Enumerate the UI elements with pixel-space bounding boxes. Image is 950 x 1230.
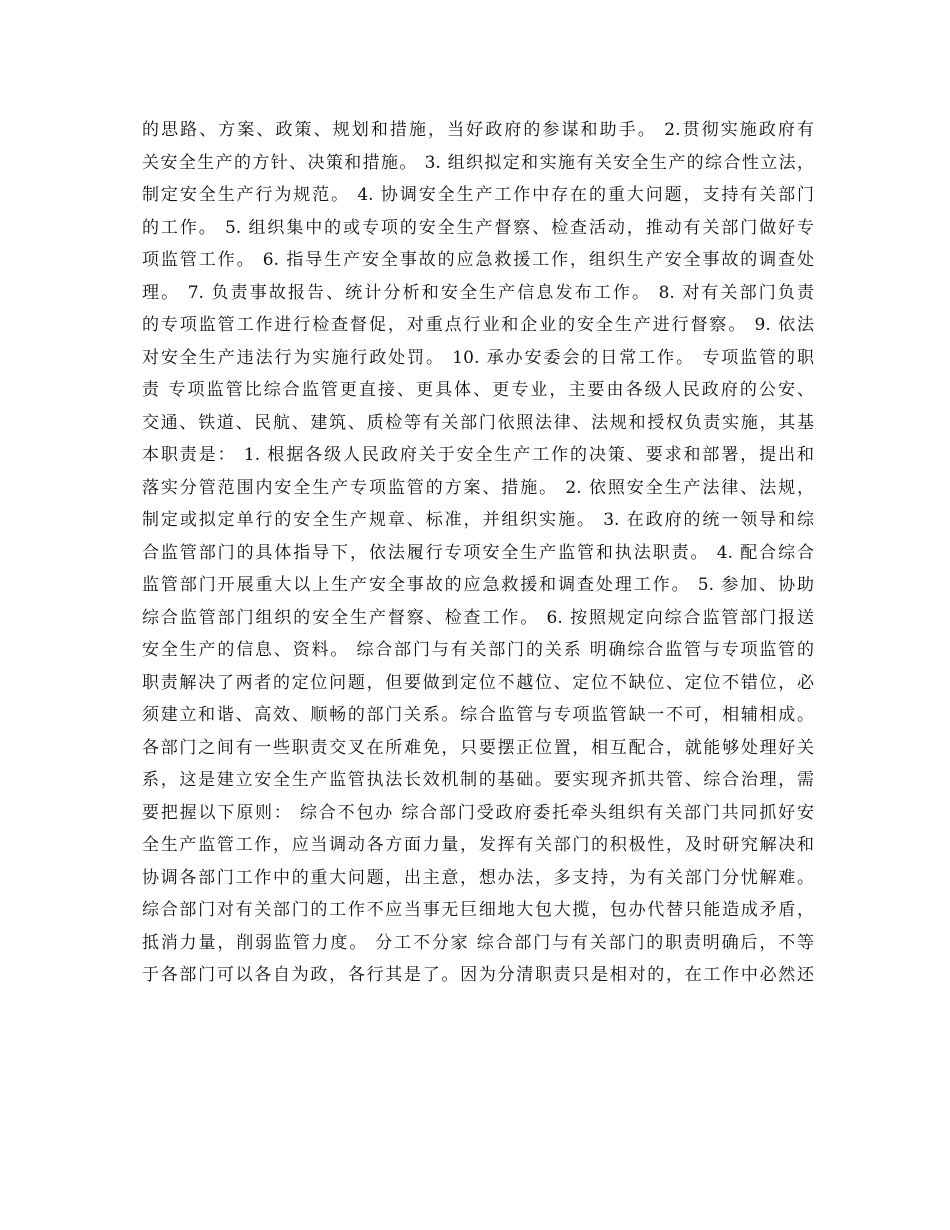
- text-line: 落实分管范围内安全生产专项监管的方案、措施。 2. 依照安全生产法律、法规，: [142, 477, 814, 498]
- text-line: 职责解决了两者的定位问题，但要做到定位不越位、定位不缺位、定位不错位，必: [142, 672, 814, 693]
- text-line: 制定安全生产行为规范。 4. 协调安全生产工作中存在的重大问题，支持有关部门: [142, 185, 814, 205]
- text-line: 的专项监管工作进行检查督促，对重点行业和企业的安全生产进行督察。 9. 依法: [142, 315, 814, 335]
- text-line: 综合部门对有关部门的工作不应当事无巨细地大包大揽，包办代替只能造成矛盾，: [142, 900, 814, 920]
- text-line: 监管部门开展重大以上生产安全事故的应急救援和调查处理工作。 5. 参加、协助: [142, 575, 814, 595]
- text-line: 安全生产的信息、资料。 综合部门与有关部门的关系 明确综合监管与专项监管的: [142, 640, 814, 660]
- text-line: 要把握以下原则： 综合不包办 综合部门受政府委托牵头组织有关部门共同抓好安: [142, 802, 814, 823]
- text-line: 的思路、方案、政策、规划和措施，当好政府的参谋和助手。 2.贯彻实施政府有: [142, 120, 814, 140]
- text-line: 抵消力量，削弱监管力度。 分工不分家 综合部门与有关部门的职责明确后，不等: [142, 932, 814, 953]
- text-line: 协调各部门工作中的重大问题，出主意，想办法，多支持，为有关部门分忧解难。: [142, 867, 814, 888]
- text-line: 须建立和谐、高效、顺畅的部门关系。综合监管与专项监管缺一不可，相辅相成。: [142, 705, 814, 725]
- text-line: 于各部门可以各自为政，各行其是了。因为分清职责只是相对的，在工作中必然还: [142, 965, 814, 985]
- text-line: 项监管工作。 6. 指导生产安全事故的应急救援工作，组织生产安全事故的调查处: [142, 250, 814, 270]
- text-line: 责 专项监管比综合监管更直接、更具体、更专业，主要由各级人民政府的公安、: [142, 380, 814, 400]
- text-line: 对安全生产违法行为实施行政处罚。 10. 承办安委会的日常工作。 专项监管的职: [142, 347, 814, 368]
- text-line: 的工作。 5. 组织集中的或专项的安全生产督察、检查活动，推动有关部门做好专: [142, 217, 814, 238]
- document-body: [142, 114, 814, 992]
- text-line: 综合监管部门组织的安全生产督察、检查工作。 6. 按照规定向综合监管部门报送: [142, 607, 814, 628]
- text-line: 制定或拟定单行的安全生产规章、标准，并组织实施。 3. 在政府的统一领导和综: [142, 510, 814, 530]
- text-line: 本职责是： 1. 根据各级人民政府关于安全生产工作的决策、要求和部署，提出和: [142, 445, 814, 465]
- text-line: 全生产监管工作，应当调动各方面力量，发挥有关部门的积极性，及时研究解决和: [142, 835, 814, 855]
- text-line: 交通、铁道、民航、建筑、质检等有关部门依照法律、法规和授权负责实施，其基: [142, 412, 814, 433]
- text-line: 理。 7. 负责事故报告、统计分析和安全生产信息发布工作。 8. 对有关部门负责: [142, 282, 814, 303]
- text-line: 关安全生产的方针、决策和措施。 3. 组织拟定和实施有关安全生产的综合性立法，: [142, 152, 814, 173]
- text-line: 各部门之间有一些职责交叉在所难免，只要摆正位置，相互配合，就能够处理好关: [142, 737, 814, 758]
- text-line: 合监管部门的具体指导下，依法履行专项安全生产监管和执法职责。 4. 配合综合: [142, 542, 814, 563]
- text-line: 系，这是建立安全生产监管执法长效机制的基础。要实现齐抓共管、综合治理，需: [142, 770, 814, 790]
